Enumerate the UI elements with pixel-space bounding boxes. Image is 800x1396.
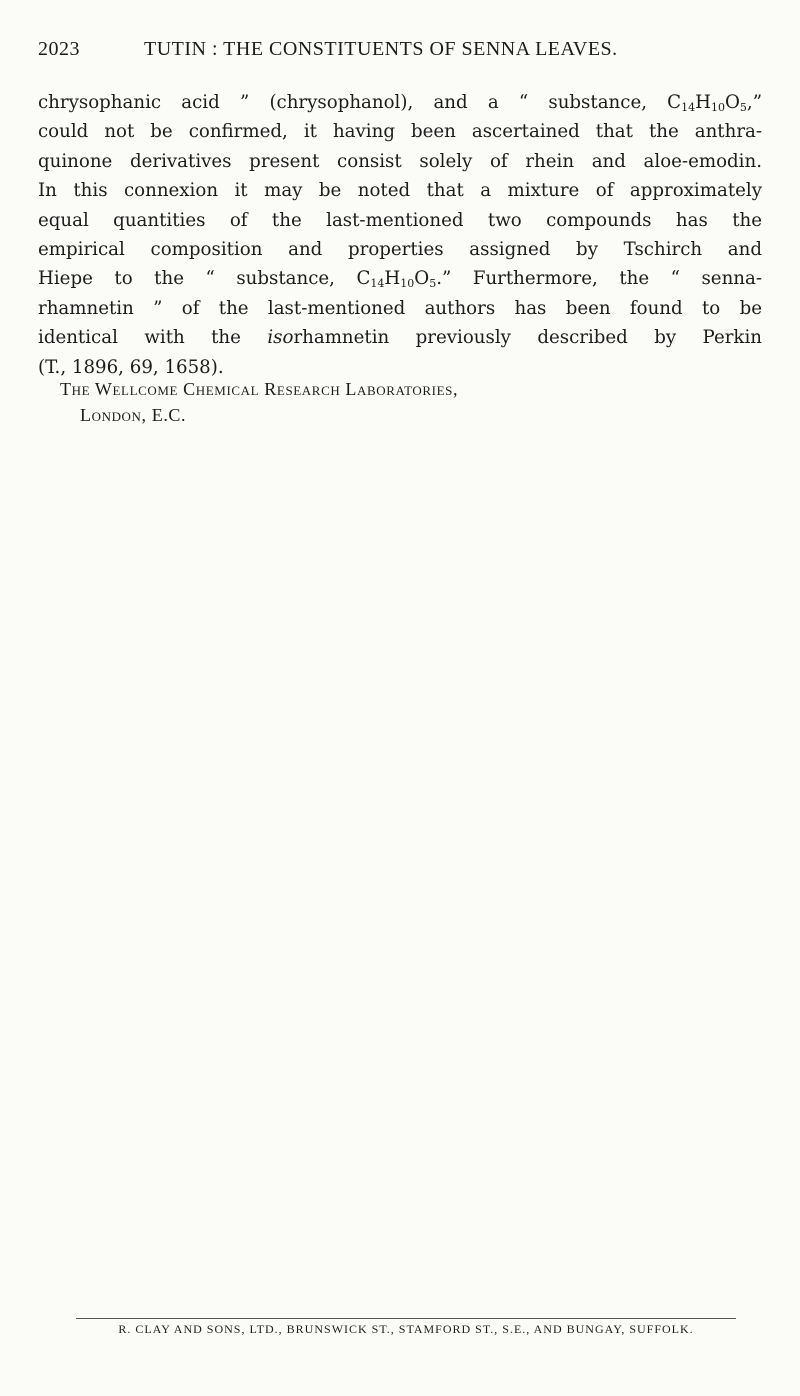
running-title: TUTIN : THE CONSTITUENTS OF SENNA LEAVES. xyxy=(144,38,618,60)
affiliation xyxy=(60,376,458,428)
text-line-2: could not be confirmed, it having been ascertained that the anthra- xyxy=(38,121,762,143)
page-number: 2023 xyxy=(38,38,80,60)
affiliation-institution: The Wellcome Chemical Research Laboratories, xyxy=(60,379,459,399)
text-line-4: In this connexion it may be noted that a mixture of approximately xyxy=(38,180,762,202)
text-line-8: rhamnetin ” of the last-mentioned authors has been found to be xyxy=(38,297,762,319)
footer-rule xyxy=(76,1318,736,1319)
text-line-7: Hiepe to the “ substance, $C_{14}H_{10}O_5$.” Furthermore, the “ senna- xyxy=(38,268,762,291)
text-line-3: quinone derivatives present consist solely of rhein and aloe-emodin. xyxy=(38,150,762,172)
printer-imprint: R. CLAY AND SONS, LTD., BRUNSWICK ST., STAMFORD ST., S.E., AND BUNGAY, SUFFOLK. xyxy=(118,1322,694,1336)
body-paragraph xyxy=(38,88,762,382)
text-line-10: (T., 1896, 69, 1658). xyxy=(38,356,224,378)
text-line-9: identical with the isorhamnetin previously described by Perkin xyxy=(38,327,762,349)
affiliation-location: London, E.C. xyxy=(80,405,187,425)
text-line-5: equal quantities of the last-mentioned two compounds has the xyxy=(38,209,762,231)
text-line-6: empirical composition and properties assigned by Tschirch and xyxy=(38,239,762,261)
text-line-1: chrysophanic acid ” (chrysophanol), and a “ substance, $C_{14}H_{10}O_5$,” xyxy=(38,92,762,114)
